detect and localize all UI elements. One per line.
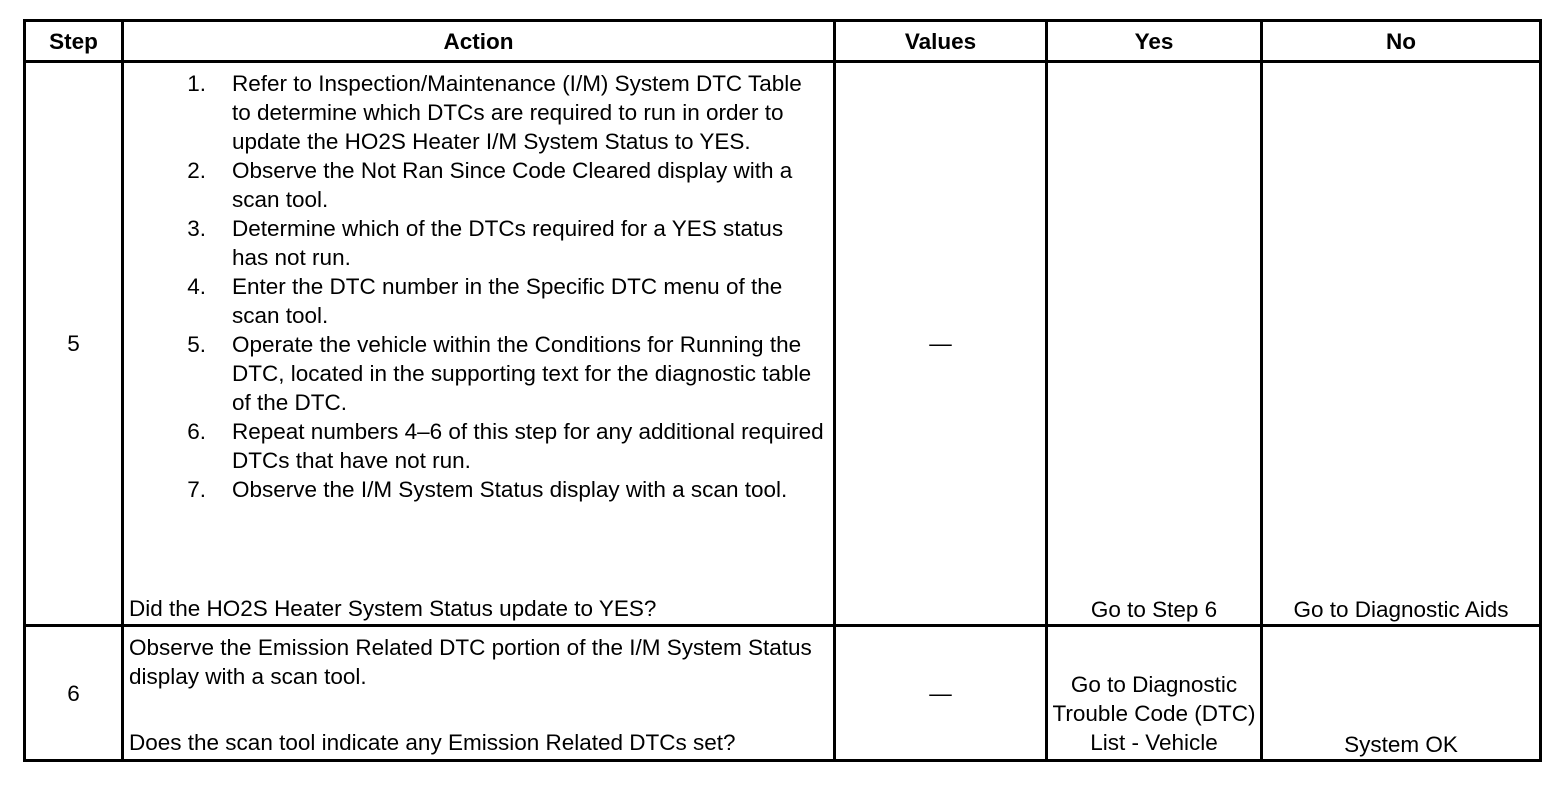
header-action: Action — [123, 21, 835, 62]
list-item-number: 1. — [187, 71, 206, 96]
header-yes: Yes — [1047, 21, 1262, 62]
list-item — [129, 475, 825, 504]
yes-link[interactable]: Go to Diagnostic Trouble Code (DTC) List - Vehicle — [1047, 626, 1262, 761]
list-item-number: 6. — [187, 419, 206, 444]
list-item-number: 4. — [187, 274, 206, 299]
table-row-step-6 — [25, 626, 1541, 761]
step-number: 6 — [25, 626, 123, 761]
list-item — [129, 272, 825, 330]
list-item-text: Operate the vehicle within the Conditions for Running the DTC, located in the supporting text for the diagnostic table of the DTC. — [232, 332, 812, 415]
list-item — [129, 69, 825, 156]
no-link[interactable]: System OK — [1262, 626, 1541, 761]
step-number: 5 — [25, 62, 123, 626]
no-link[interactable]: Go to Diagnostic Aids — [1262, 62, 1541, 626]
step-question: Did the HO2S Heater System Status update to YES? — [129, 596, 657, 621]
yes-link[interactable]: Go to Step 6 — [1047, 62, 1262, 626]
list-item-text: Observe the I/M System Status display with a scan tool. — [232, 477, 788, 502]
values-cell: — — [835, 626, 1047, 761]
list-item-number: 7. — [187, 477, 206, 502]
values-cell: — — [835, 62, 1047, 626]
list-item-number: 3. — [187, 216, 206, 241]
list-item-number: 2. — [187, 158, 206, 183]
list-item — [129, 214, 825, 272]
header-row — [25, 21, 1541, 62]
list-item — [129, 156, 825, 214]
list-item-text: Observe the Not Ran Since Code Cleared display with a scan tool. — [232, 158, 793, 212]
header-step: Step — [25, 21, 123, 62]
header-values: Values — [835, 21, 1047, 62]
action-cell — [123, 62, 835, 626]
action-steps-list — [129, 69, 825, 504]
list-item-text: Determine which of the DTCs required for a YES status has not run. — [232, 216, 784, 270]
action-cell — [123, 626, 835, 761]
list-item-number: 5. — [187, 332, 206, 357]
list-item — [129, 417, 825, 475]
list-item — [129, 330, 825, 417]
step-question: Does the scan tool indicate any Emission Related DTCs set? — [129, 730, 736, 755]
diagnostic-table — [23, 19, 1542, 762]
list-item-text: Repeat numbers 4–6 of this step for any additional required DTCs that have not run. — [232, 419, 824, 473]
step-instruction: Observe the Emission Related DTC portion of the I/M System Status display with a scan tool. — [129, 635, 812, 689]
header-no: No — [1262, 21, 1541, 62]
table-row-step-5 — [25, 62, 1541, 626]
list-item-text: Enter the DTC number in the Specific DTC menu of the scan tool. — [232, 274, 783, 328]
list-item-text: Refer to Inspection/Maintenance (I/M) System DTC Table to determine which DTCs are required to run in order to update the HO2S Heater I/M System Status to YES. — [232, 71, 802, 154]
